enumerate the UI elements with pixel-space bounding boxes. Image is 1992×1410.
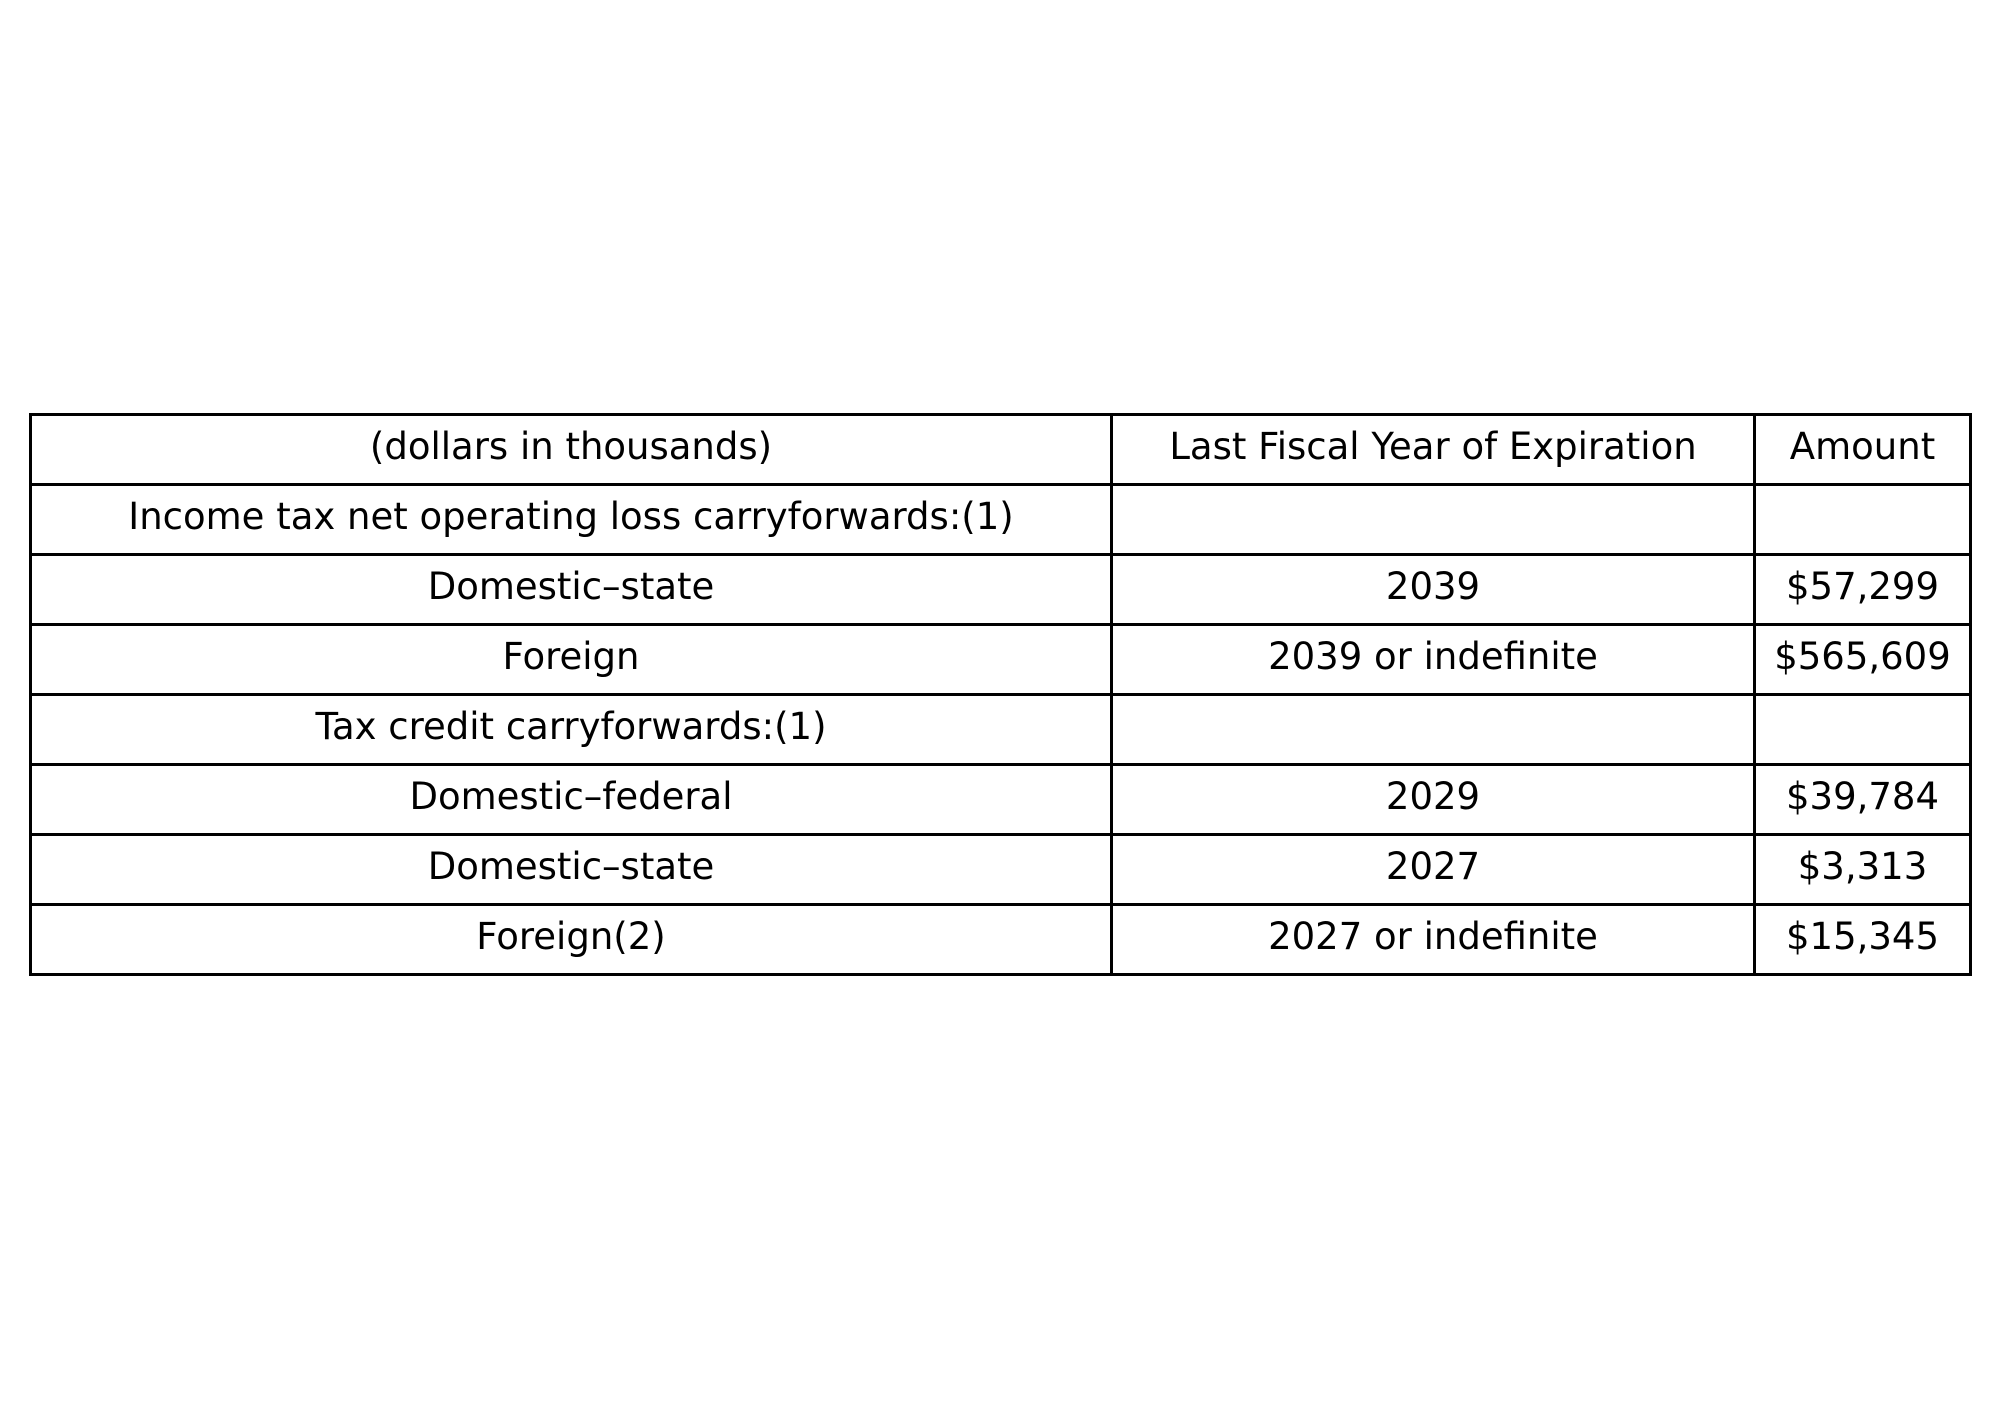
row-label: Foreign(2) [31,905,1112,975]
table-row [31,765,1971,835]
row-expiration: 2027 or indefinite [1112,905,1755,975]
row-expiration: 2039 or indefinite [1112,625,1755,695]
table-row [31,555,1971,625]
row-label: Tax credit carryforwards:(1) [31,695,1112,765]
table-header-row [31,415,1971,485]
row-expiration [1112,485,1755,555]
table-row [31,485,1971,555]
row-expiration: 2039 [1112,555,1755,625]
header-expiration-year: Last Fiscal Year of Expiration [1112,415,1755,485]
carryforwards-table-container [29,413,1969,976]
row-label: Domestic–federal [31,765,1112,835]
row-label: Domestic–state [31,835,1112,905]
row-label: Income tax net operating loss carryforwards:(1) [31,485,1112,555]
table-row [31,695,1971,765]
header-description: (dollars in thousands) [31,415,1112,485]
row-amount: $3,313 [1755,835,1971,905]
row-amount: $15,345 [1755,905,1971,975]
row-label: Foreign [31,625,1112,695]
row-amount: $57,299 [1755,555,1971,625]
table-row [31,835,1971,905]
row-expiration: 2027 [1112,835,1755,905]
row-expiration [1112,695,1755,765]
table-row [31,905,1971,975]
row-amount [1755,485,1971,555]
row-amount [1755,695,1971,765]
row-amount: $39,784 [1755,765,1971,835]
row-label: Domestic–state [31,555,1112,625]
table-row [31,625,1971,695]
header-amount: Amount [1755,415,1971,485]
carryforwards-table [29,413,1972,976]
row-amount: $565,609 [1755,625,1971,695]
row-expiration: 2029 [1112,765,1755,835]
